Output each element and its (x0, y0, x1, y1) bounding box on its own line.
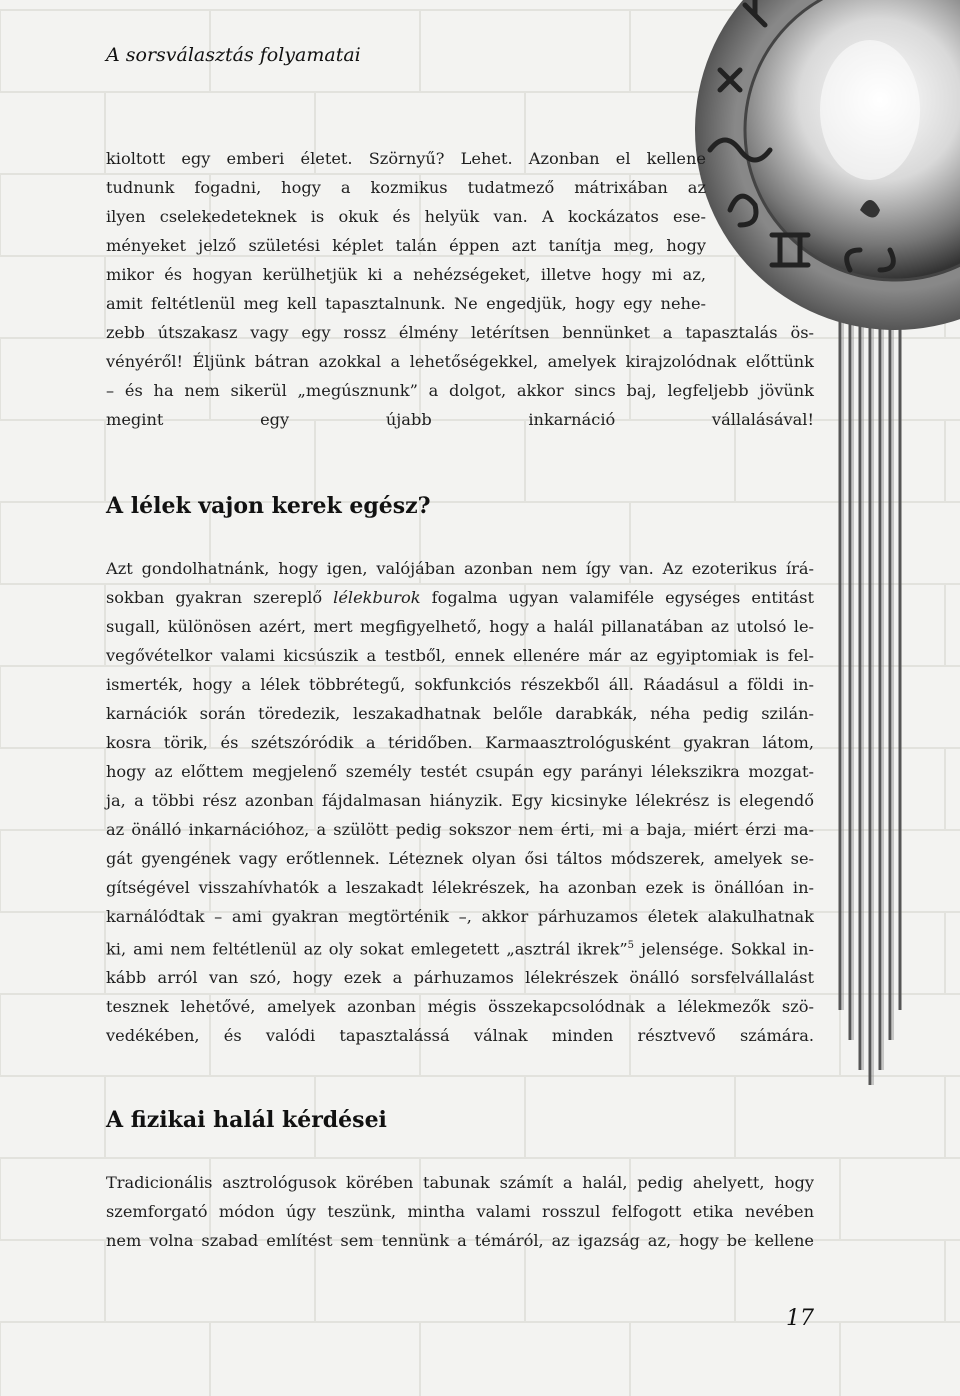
emphasized-term: lélekburok (333, 588, 421, 607)
text-line: az önálló inkarnációhoz, a szülött pedig sokszor nem érti, mi a baja, miért érzi ma- (106, 820, 814, 839)
text-segment: fogalma ugyan valamiféle egységes entitást (420, 588, 814, 607)
text-line: vényéről! Éljünk bátran azokkal a lehetőségekkel, amelyek kirajzolódnak előttünk (106, 352, 814, 371)
text-line: Tradicionális asztrológusok körében tabunak számít a halál, pedig ahelyett, hogy (106, 1173, 814, 1192)
hanging-rods (840, 290, 900, 1085)
text-line: gítségével visszahívhatók a leszakadt lélekrészek, ha azonban ezek is önállóan in- (106, 878, 814, 897)
text-line: ja, a többi rész azonban fájdalmasan hiányzik. Egy kicsinyke lélekrész is elegendő (106, 791, 814, 810)
text-line: szemforgató módon úgy teszünk, mintha valami rosszul felfogott etika nevében (106, 1202, 814, 1221)
text-line: tudnunk fogadni, hogy a kozmikus tudatmező mátrixában az (106, 178, 706, 197)
text-line: kosra törik, és szétszóródik a téridőben. Karmaasztrológusként gyakran látom, (106, 733, 814, 752)
text-line: megint egy újabb inkarnáció vállalásával! (106, 410, 814, 429)
text-line: gát gyengének vagy erőtlennek. Léteznek olyan ősi táltos módszerek, amelyek se- (106, 849, 814, 868)
text-line: tesznek lehetővé, amelyek azonban mégis összekapcsolódnak a lélekmezők szö- (106, 997, 814, 1017)
text-line: nem volna szabad említést sem tennünk a témáról, az igazság az, hogy be kellene (106, 1231, 814, 1250)
paragraph-soul (106, 554, 814, 1050)
paragraph-continuation-wide (106, 318, 814, 434)
text-line: vedékében, és valódi tapasztalássá válnak minden résztvevő számára. (106, 1026, 814, 1046)
text-line: – és ha nem sikerül „megúsznunk” a dolgot, akkor sincs baj, legfeljebb jövünk (106, 381, 814, 400)
text-line (106, 931, 814, 963)
text-line: hogy az előttem megjelenő személy testét csupán egy parányi lélekszikra mozgat- (106, 762, 814, 781)
text-segment: ki, ami nem feltétlenül az oly sokat emlegetett „asztrál ikrek” (106, 939, 628, 959)
text-line: karnálódtak – ami gyakran megtörténik –, akkor párhuzamos életek alakulhatnak (106, 907, 814, 926)
text-line: zebb útszakasz vagy egy rossz élmény letérítsen bennünket a tapasztalás ös- (106, 323, 814, 342)
text-line: Azt gondolhatnánk, hogy igen, valójában azonban nem így van. Az ezoterikus írá- (106, 559, 814, 578)
footnote-mark[interactable]: 5 (627, 940, 635, 951)
text-line: karnációk során töredezik, leszakadhatnak belőle darabkák, néha pedig szilán- (106, 704, 814, 723)
text-line: sugall, különösen azért, mert megfigyelhető, hogy a halál pillanatában az utolsó le- (106, 617, 814, 636)
text-segment: sokban gyakran szereplő (106, 588, 334, 607)
text-line: amit feltétlenül meg kell tapasztalnunk. Ne engedjük, hogy egy nehe- (106, 294, 706, 313)
paragraph-death (106, 1168, 814, 1255)
text-line: ilyen cselekedeteknek is okuk és helyük van. A kockázatos ese- (106, 207, 706, 226)
paragraph-continuation (106, 144, 706, 318)
text-line: ményeket jelző születési képlet talán éppen azt tanítja meg, hogy (106, 236, 706, 255)
page-number: 17 (786, 1306, 814, 1331)
text-segment: jelensége. Sokkal in- (634, 939, 815, 959)
text-line: ismerték, hogy a lélek többrétegű, sokfunkciós részekből áll. Ráadásul a földi in- (106, 675, 814, 694)
text-line: kább arról van szó, hogy ezek a párhuzamos lélekrészek önálló sorsfelvállalást (106, 968, 814, 988)
running-title: A sorsválasztás folyamatai (106, 44, 361, 66)
section-heading-death: A fizikai halál kérdései (106, 1107, 387, 1133)
text-line (106, 583, 814, 612)
text-line: kioltott egy emberi életet. Szörnyű? Lehet. Azonban el kellene (106, 149, 706, 168)
text-line: mikor és hogyan kerülhetjük ki a nehézségeket, illetve hogy mi az, (106, 265, 706, 284)
text-line: vegővételkor valami kicsúszik a testből, ennek ellenére már az egyiptomiak is fel- (106, 646, 814, 665)
section-heading-soul: A lélek vajon kerek egész? (106, 493, 431, 519)
